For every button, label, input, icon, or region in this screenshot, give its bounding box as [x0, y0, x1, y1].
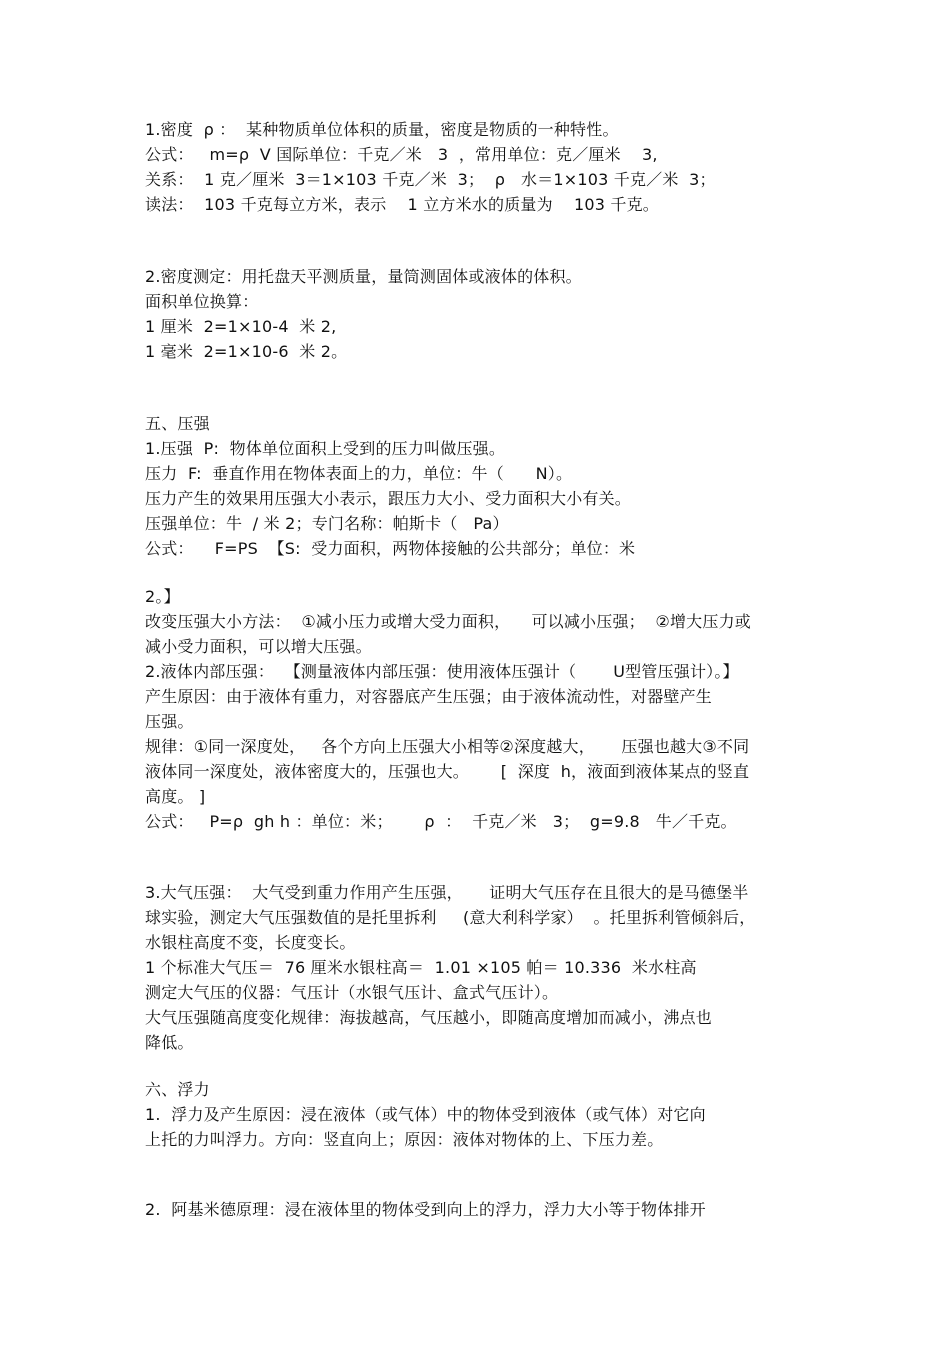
text-line: 关系： 1 克／厘米 3＝1×103 千克／米 3； ρ 水＝1×103 千克／米 3； — [145, 170, 716, 189]
text-line: 2. 阿基米德原理：浸在液体里的物体受到向上的浮力，浮力大小等于物体排开 — [145, 1200, 706, 1219]
text-line: 1. 浮力及产生原因：浸在液体（或气体）中的物体受到液体（或气体）对它向 — [145, 1105, 706, 1124]
section-heading: 六、浮力 — [145, 1080, 210, 1099]
text-line: 改变压强大小方法： ①减小压力或增大受力面积， 可以减小压强； ②增大压力或 — [145, 612, 751, 631]
text-line: 压力 F: 垂直作用在物体表面上的力，单位：牛（ N）。 — [145, 464, 573, 483]
text-line: 压强单位：牛 / 米 2；专门名称：帕斯卡（ Pa） — [145, 514, 509, 533]
text-line: 液体同一深度处，液体密度大的，压强也大。 [ 深度 h，液面到液体某点的竖直 — [145, 762, 750, 781]
text-line: 高度。 ] — [145, 787, 206, 806]
text-line: 球实验，测定大气压强数值的是托里拆利 (意大利科学家） 。托里拆利管倾斜后， — [145, 908, 756, 927]
text-line: 降低。 — [145, 1033, 194, 1052]
text-line: 大气压强随高度变化规律：海拔越高，气压越小，即随高度增加而减小，沸点也 — [145, 1008, 713, 1027]
text-line: 1.压强 P: 物体单位面积上受到的压力叫做压强。 — [145, 439, 506, 458]
text-line: 上托的力叫浮力。方向：竖直向上；原因：液体对物体的上、下压力差。 — [145, 1130, 664, 1149]
text-line: 减小受力面积，可以增大压强。 — [145, 637, 372, 656]
text-line: 压强。 — [145, 712, 194, 731]
text-line: 公式： F=PS 【S: 受力面积，两物体接触的公共部分；单位：米 — [145, 539, 636, 558]
text-line: 2.液体内部压强： 【测量液体内部压强：使用液体压强计（ U型管压强计）。】 — [145, 662, 739, 681]
text-line: 1 毫米 2=1×10-6 米 2。 — [145, 342, 348, 361]
section-heading: 五、压强 — [145, 414, 210, 433]
text-line: 1.密度 ρ ： 某种物质单位体积的质量，密度是物质的一种特性。 — [145, 120, 619, 139]
text-line: 规律：①同一深度处， 各个方向上压强大小相等②深度越大， 压强也越大③不同 — [145, 737, 750, 756]
text-line: 读法： 103 千克每立方米，表示 1 立方米水的质量为 103 千克。 — [145, 195, 659, 214]
text-line: 测定大气压的仪器：气压计（水银气压计、盒式气压计）。 — [145, 983, 559, 1002]
text-line: 压力产生的效果用压强大小表示，跟压力大小、受力面积大小有关。 — [145, 489, 632, 508]
text-line: 2.密度测定：用托盘天平测质量，量筒测固体或液体的体积。 — [145, 267, 582, 286]
text-line: 3.大气压强： 大气受到重力作用产生压强， 证明大气压存在且很大的是马德堡半 — [145, 883, 749, 902]
text-line: 1 个标准大气压＝ 76 厘米水银柱高＝ 1.01 ×105 帕＝ 10.336 米水柱高 — [145, 958, 697, 977]
text-line: 1 厘米 2=1×10-4 米 2, — [145, 317, 337, 336]
text-line: 水银柱高度不变，长度变长。 — [145, 933, 356, 952]
text-line: 公式： P=ρ gh h ：单位：米； ρ ： 千克／米 3； g=9.8 牛／千克。 — [145, 812, 737, 831]
text-line: 公式： m=ρ V 国际单位：千克／米 3 ，常用单位：克／厘米 3, — [145, 145, 658, 164]
text-line: 面积单位换算： — [145, 292, 259, 311]
text-line: 2。】 — [145, 587, 180, 606]
text-line: 产生原因：由于液体有重力，对容器底产生压强；由于液体流动性，对器壁产生 — [145, 687, 713, 706]
